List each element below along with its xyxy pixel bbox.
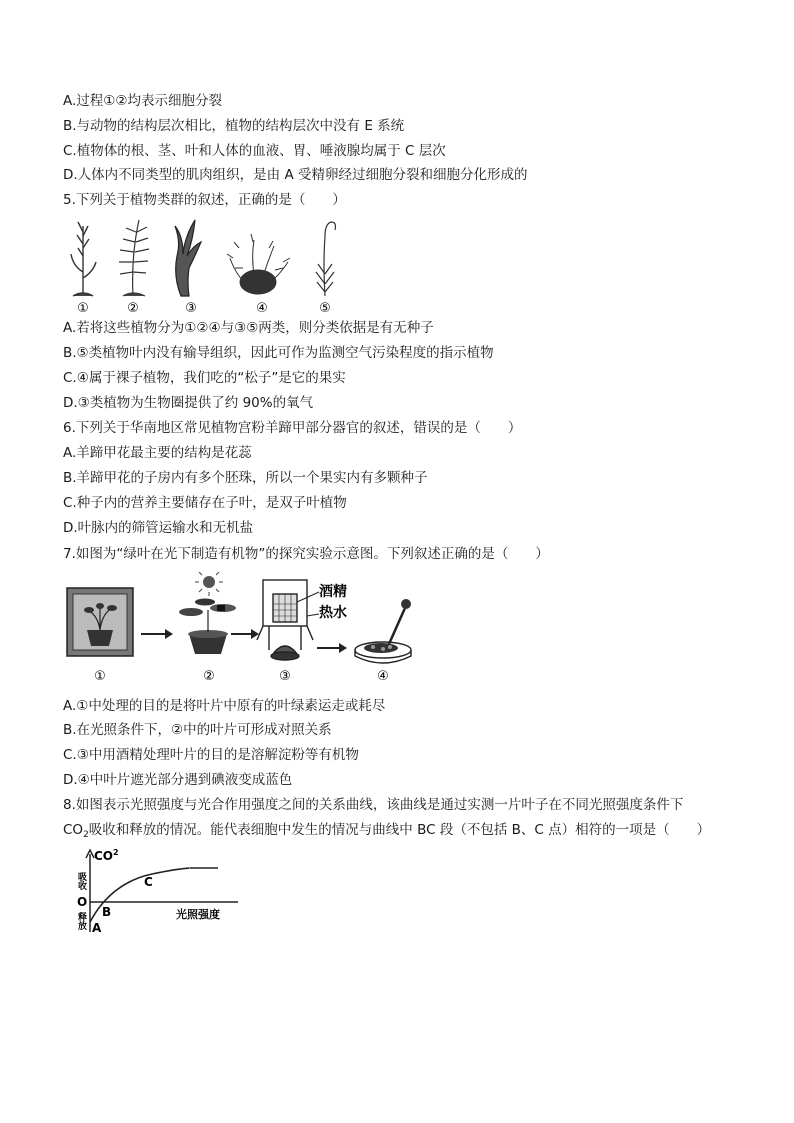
y-axis-release-label: 释放 [76,912,86,930]
q7-option-c: C.③中用酒精处理叶片的目的是溶解淀粉等有机物 [63,747,359,763]
q5-option-a: A.若将这些植物分为①②④与③⑤两类，则分类依据是有无种子 [63,320,434,336]
plant-5-illustration [316,222,336,296]
arrow-3-icon [317,643,347,653]
plant-label-5: ⑤ [319,301,331,316]
plant-4-illustration [227,234,290,294]
q6-option-a: A.羊蹄甲花最主要的结构是花蕊 [63,445,252,461]
x-axis-label: 光照强度 [176,908,220,921]
hot-water-tag: 热水 [319,605,347,621]
q7-option-a: A.①中处理的目的是将叶片中原有的叶绿素运走或耗尽 [63,698,386,714]
step-3-water-bath [257,580,313,660]
plant-groups-figure [63,212,353,316]
photosynthesis-curve-figure [72,846,244,936]
q6-option-b: B.羊蹄甲花的子房内有多个胚珠，所以一个果实内有多颗种子 [63,470,428,486]
step-label-4: ④ [377,669,389,684]
plant-2-illustration [119,220,149,296]
q5-option-c: C.④属于裸子植物，我们吃的“松子”是它的果实 [63,370,346,386]
q4-option-c: C.植物体的根、茎、叶和人体的血液、胃、唾液腺均属于 C 层次 [63,143,446,159]
step-label-2: ② [203,669,215,684]
plant-3-illustration [175,220,201,296]
q5-option-b: B.⑤类植物叶内没有输导组织，因此可作为监测空气污染程度的指示植物 [63,345,494,361]
plant-label-1: ① [77,301,89,316]
arrow-2-icon [231,629,259,639]
plant-1-illustration [71,222,96,296]
plant-label-2: ② [127,301,139,316]
plant-label-3: ③ [185,301,197,316]
step-2-sun-pot [179,572,236,654]
step-4-petri-dish [355,599,411,663]
point-a-label: A [92,921,102,935]
q5-stem: 5.下列关于植物类群的叙述，正确的是（ ） [63,192,346,208]
step-1-dark-box [67,588,133,656]
step-label-1: ① [94,669,106,684]
point-c-label: C [144,875,153,889]
arrow-1-icon [141,629,173,639]
q5-option-d: D.③类植物为生物圈提供了约 90%的氧气 [63,395,314,411]
q7-stem: 7.如图为“绿叶在光下制造有机物”的探究实验示意图。下列叙述正确的是（ ） [63,546,549,562]
point-b-label: B [102,905,112,919]
q8-stem-line-1: 8.如图表示光照强度与光合作用强度之间的关系曲线，该曲线是通过实测一片叶子在不同光照强度条件下 [63,797,684,813]
alcohol-tag: 酒精 [319,584,347,600]
q4-option-a: A.过程①②均表示细胞分裂 [63,93,222,109]
q4-option-d: D.人体内不同类型的肌肉组织，是由 A 受精卵经过细胞分裂和细胞分化形成的 [63,167,528,183]
plant-label-4: ④ [256,301,268,316]
q6-option-c: C.种子内的营养主要储存在子叶，是双子叶植物 [63,495,347,511]
origin-label: O [77,895,88,909]
q8-co-subscript: 2 [83,830,89,840]
q6-stem: 6.下列关于华南地区常见植物宫粉羊蹄甲部分器官的叙述，错误的是（ ） [63,420,522,436]
sun-icon [195,572,223,596]
step-label-3: ③ [279,669,291,684]
q7-option-d: D.④中叶片遮光部分遇到碘液变成蓝色 [63,772,293,788]
q7-option-b: B.在光照条件下，②中的叶片可形成对照关系 [63,722,332,738]
q8-stem-rest: 吸收和释放的情况。能代表细胞中发生的情况与曲线中 BC 段（不包括 B、C 点）相符的一项是（ ） [88,822,711,838]
q8-stem-line-2 [63,821,710,844]
q6-option-d: D.叶脉内的筛管运输水和无机盐 [63,520,254,536]
y-axis-top-label: $CO^2$ [94,848,119,863]
q4-option-b: B.与动物的结构层次相比，植物的结构层次中没有 E 系统 [63,118,405,134]
experiment-figure [63,572,423,688]
y-axis-absorb-label: 吸收 [76,872,86,890]
q8-co-text: CO [63,822,84,838]
